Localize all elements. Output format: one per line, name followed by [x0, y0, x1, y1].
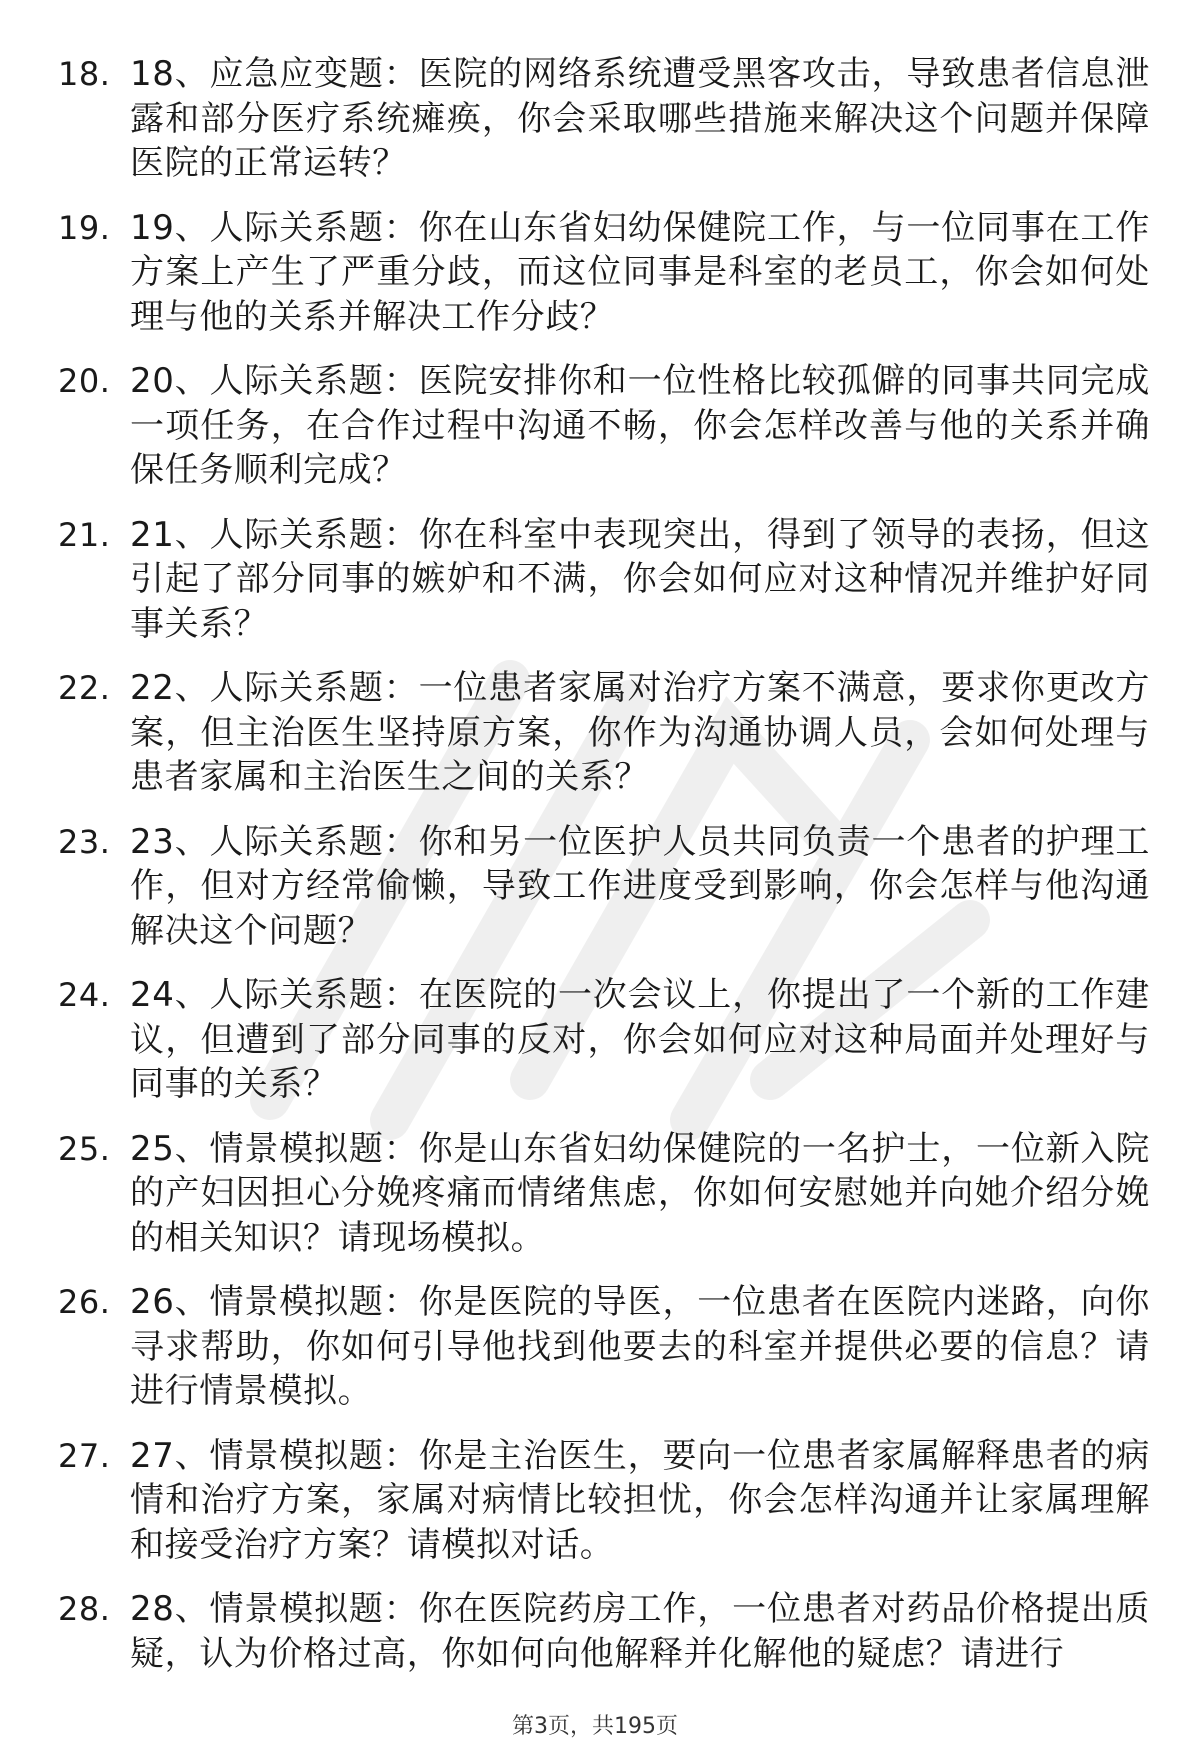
page-footer: 第3页，共195页 [512, 1714, 678, 1739]
question-number: 23. [58, 822, 111, 861]
question-item [58, 820, 1150, 954]
question-text: 21、人际关系题：你在科室中表现突出，得到了领导的表扬，但这引起了部分同事的嫉妒和不满，你会如何应对这种情况并维护好同事关系？ [130, 514, 1150, 644]
question-item [58, 1127, 1150, 1261]
question-text: 25、情景模拟题：你是山东省妇幼保健院的一名护士，一位新入院的产妇因担心分娩疼痛而情绪焦虑，你如何安慰她并向她介绍分娩的相关知识？请现场模拟。 [130, 1128, 1150, 1258]
question-number: 20. [58, 362, 111, 400]
question-item [58, 359, 1150, 493]
question-item [58, 1587, 1150, 1676]
question-number: 18. [58, 55, 111, 93]
question-text: 20、人际关系题：医院安排你和一位性格比较孤僻的同事共同完成一项任务，在合作过程中沟通不畅，你会怎样改善与他的关系并确保任务顺利完成？ [130, 361, 1150, 490]
question-text: 27、情景模拟题：你是主治医生，要向一位患者家属解释患者的病情和治疗方案，家属对病情比较担忧，你会怎样沟通并让家属理解和接受治疗方案？请模拟对话。 [130, 1435, 1150, 1565]
question-text: 22、人际关系题：一位患者家属对治疗方案不满意，要求你更改方案，但主治医生坚持原方案，你作为沟通协调人员，会如何处理与患者家属和主治医生之间的关系？ [130, 668, 1150, 797]
question-item [58, 52, 1150, 186]
question-text: 23、人际关系题：你和另一位医护人员共同负责一个患者的护理工作，但对方经常偷懒，导致工作进度受到影响，你会怎样与他沟通解决这个问题？ [130, 821, 1150, 951]
question-item [58, 206, 1150, 340]
question-number: 21. [58, 515, 111, 554]
question-number: 22. [58, 669, 111, 707]
question-item [58, 666, 1150, 800]
question-number: 26. [58, 1283, 111, 1321]
question-item [58, 513, 1150, 647]
question-number: 19. [58, 208, 111, 247]
question-text: 18、应急应变题：医院的网络系统遭受黑客攻击，导致患者信息泄露和部分医疗系统瘫痪，你会采取哪些措施来解决这个问题并保障医院的正常运转？ [130, 54, 1150, 183]
question-text: 28、情景模拟题：你在医院药房工作，一位患者对药品价格提出质疑，认为价格过高，你如何向他解释并化解他的疑虑？请进行 [130, 1589, 1150, 1674]
question-item [58, 973, 1150, 1107]
question-number: 25. [58, 1129, 111, 1168]
question-item [58, 1434, 1150, 1568]
question-number: 24. [58, 976, 111, 1014]
question-number: 27. [58, 1436, 111, 1475]
question-text: 26、情景模拟题：你是医院的导医，一位患者在医院内迷路，向你寻求帮助，你如何引导他找到他要去的科室并提供必要的信息？请进行情景模拟。 [130, 1282, 1150, 1411]
question-list [58, 52, 1150, 1696]
question-text: 19、人际关系题：你在山东省妇幼保健院工作，与一位同事在工作方案上产生了严重分歧，而这位同事是科室的老员工，你会如何处理与他的关系并解决工作分歧？ [130, 207, 1150, 337]
question-number: 28. [58, 1590, 111, 1628]
question-item [58, 1280, 1150, 1414]
question-text: 24、人际关系题：在医院的一次会议上，你提出了一个新的工作建议，但遭到了部分同事的反对，你会如何应对这种局面并处理好与同事的关系？ [130, 975, 1150, 1104]
